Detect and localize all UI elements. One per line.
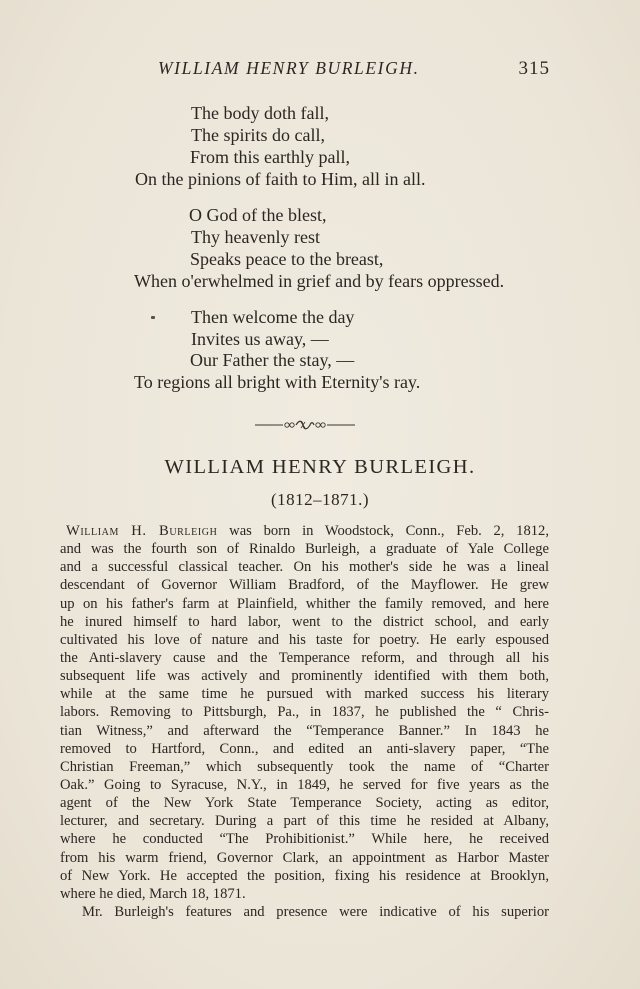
- section-ornament-icon: [255, 418, 355, 432]
- prose-line: cultivated his love of nature and his taste for poetry. He early espoused: [60, 631, 549, 648]
- running-head: [130, 58, 550, 82]
- life-dates: (1812–1871.): [270, 490, 370, 509]
- biography-text: [60, 522, 549, 921]
- ink-speck: [151, 316, 155, 319]
- prose-line: William H. Burleigh was born in Woodstock, Conn., Feb. 2, 1812,: [66, 523, 550, 539]
- poem-line: Thy heavenly rest: [191, 227, 320, 247]
- prose-line: and was the fourth son of Rinaldo Burleigh, a graduate of Yale College: [60, 541, 549, 558]
- prose-line: Oak.” Going to Syracuse, N.Y., in 1849, he served for five years as the: [60, 776, 549, 793]
- prose-line: the Anti-slavery cause and the Temperance reform, and through all his: [60, 649, 549, 666]
- prose-line: from his warm friend, Governor Clark, an appointment as Harbor Master: [60, 849, 549, 866]
- poem-line: When o'erwhelmed in grief and by fears oppressed.: [134, 271, 505, 291]
- poem-line: To regions all bright with Eternity's ray.: [134, 372, 421, 392]
- prose-line: where he died, March 18, 1871.: [60, 885, 246, 902]
- prose-line: he inured himself to hard labor, went to the district school, and early: [60, 613, 549, 630]
- poem-line: From this earthly pall,: [190, 147, 350, 167]
- lead-name: William H. Burleigh: [66, 523, 218, 539]
- poem-line: Our Father the stay, —: [190, 350, 355, 370]
- poem-line: Invites us away, —: [191, 329, 329, 349]
- page-number: 315: [518, 58, 550, 79]
- prose-line: and a successful classical teacher. On his mother's side he was a lineal: [60, 559, 549, 576]
- prose-line: of New York. He accepted the position, fixing his residence at Brooklyn,: [60, 867, 549, 884]
- poem-line: O God of the blest,: [189, 205, 327, 225]
- prose-line: agent of the New York State Temperance Society, acting as editor,: [60, 795, 549, 812]
- prose-line: while at the same time he pursued with marked success his literary: [60, 686, 549, 703]
- poem-line: The spirits do call,: [191, 125, 325, 145]
- prose-line: up on his father's farm at Plainfield, whither the family removed, and here: [60, 595, 549, 612]
- running-head-title: WILLIAM HENRY BURLEIGH.: [158, 58, 420, 78]
- prose-line: descendant of Governor William Bradford, of the Mayflower. He grew: [60, 577, 549, 594]
- section-heading: WILLIAM HENRY BURLEIGH.: [164, 456, 476, 478]
- prose-line: Christian Freeman,” which subsequently took the name of “Charter: [60, 758, 549, 775]
- poem-line: The body doth fall,: [191, 103, 329, 123]
- poem-line: Then welcome the day: [191, 307, 355, 327]
- prose-line: removed to Hartford, Conn., and edited an anti-slavery paper, “The: [60, 740, 549, 757]
- prose-line: tian Witness,” and afterward the “Temperance Banner.” In 1843 he: [60, 722, 549, 739]
- poem-line: On the pinions of faith to Him, all in all.: [135, 169, 426, 189]
- prose-line: subsequent life was actively and prominently identified with them both,: [60, 668, 549, 685]
- prose-line: where he conducted “The Prohibitionist.” While here, he received: [60, 831, 549, 848]
- poem-line: Speaks peace to the breast,: [190, 249, 384, 269]
- prose-line: labors. Removing to Pittsburgh, Pa., in 1837, he published the “ Chris-: [60, 704, 549, 721]
- prose-line: Mr. Burleigh's features and presence were indicative of his superior: [82, 903, 549, 920]
- prose-line: lecturer, and secretary. During a part of this time he resided at Albany,: [60, 813, 549, 830]
